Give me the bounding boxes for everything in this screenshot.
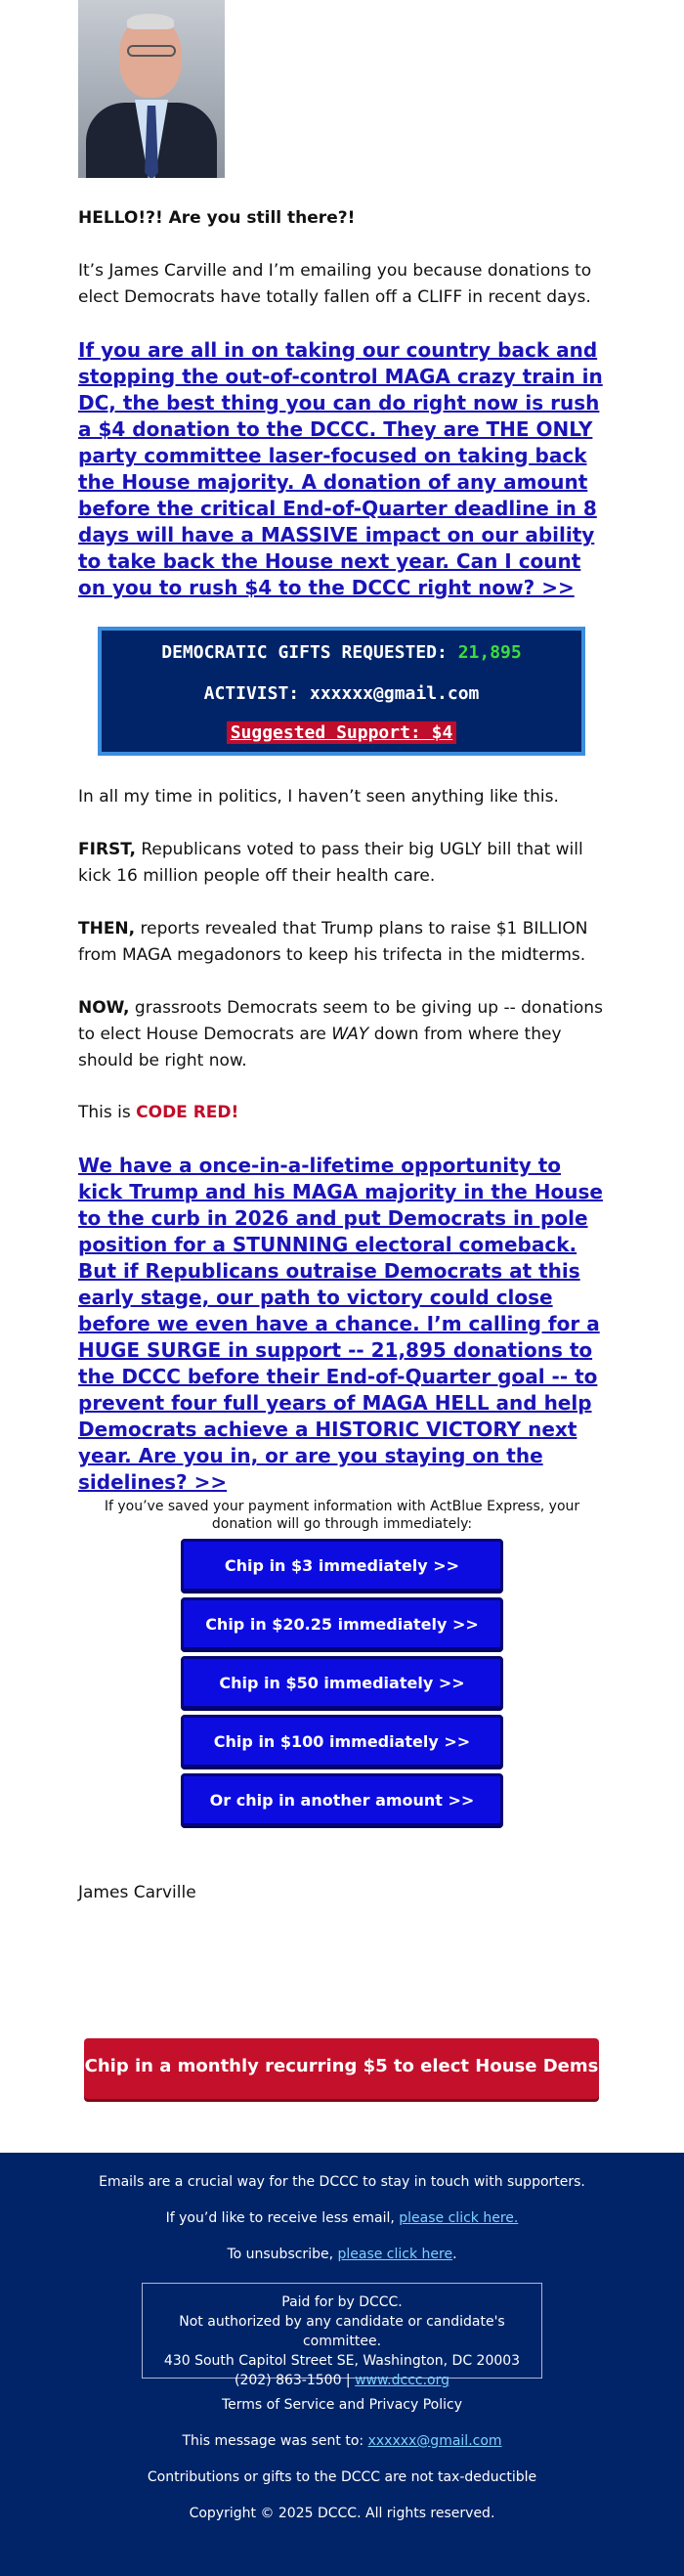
then-paragraph (78, 916, 606, 969)
now-emphasis: WAY (331, 1025, 369, 1044)
suggested-support-line (102, 722, 581, 743)
less-email-link[interactable]: please click here. (399, 2210, 519, 2226)
less-email-prefix: If you’d like to receive less email, (165, 2210, 395, 2226)
chip-in-20-25-button[interactable]: Chip in $20.25 immediately >> (181, 1597, 503, 1650)
activist-label: ACTIVIST: (203, 683, 300, 704)
suggested-support-link[interactable]: Suggested Support: $4 (227, 721, 457, 744)
not-authorized: Not authorized by any candidate or candidate's committee. (179, 2314, 505, 2349)
first-lead: FIRST, (78, 840, 136, 859)
gifts-requested-box (98, 627, 585, 756)
now-text-b: down from where they should be right now. (78, 1025, 562, 1070)
chip-in-other-button[interactable]: Or chip in another amount >> (181, 1773, 503, 1826)
site-link[interactable]: www.dccc.org (355, 2373, 450, 2388)
photo-hair (127, 14, 174, 29)
footer-unsubscribe: To unsubscribe, please click here. (227, 2247, 457, 2262)
terms-privacy[interactable]: Terms of Service and Privacy Policy (221, 2397, 462, 2413)
chip-in-50-button[interactable]: Chip in $50 immediately >> (181, 1656, 503, 1709)
sent-to-email[interactable]: xxxxxx@gmail.com (367, 2433, 502, 2449)
unsub-prefix: To unsubscribe, (227, 2247, 334, 2262)
photo-glasses (127, 45, 176, 57)
now-text-a: grassroots Democrats seem to be giving up -- donations to elect House Democrats are (78, 998, 603, 1044)
monthly-recurring-button[interactable]: Chip in a monthly recurring $5 to elect House Dems >> (84, 2038, 599, 2099)
now-lead: NOW, (78, 998, 130, 1018)
then-text: reports revealed that Trump plans to raise $1 BILLION from MAGA megadonors to keep his trifecta in the midterms. (78, 919, 588, 965)
code-prefix: This is (78, 1103, 131, 1122)
james-carville-photo (78, 0, 225, 178)
donate-link-primary[interactable]: If you are all in on taking our country back and stopping the out-of-control MAGA crazy train in DC, the best thing you can do right now is rush a $4 donation to the DCCC. They are THE ONLY party committee laser-focused on taking back the House majority. A donation of any amount before the critical End-of-Quarter deadline in 8 days will have a MASSIVE impact on our ability to take back the House next year. Can I count on you to rush $4 to the DCCC right now? >> (78, 338, 603, 599)
footer (0, 2153, 684, 2576)
contact-line: (202) 863-1500 | www.dccc.org (234, 2373, 450, 2388)
signature: James Carville (78, 1883, 196, 1902)
footer-line-1: Emails are a crucial way for the DCCC to stay in touch with supporters. (99, 2174, 585, 2190)
tax-notice: Contributions or gifts to the DCCC are not tax-deductible (147, 2469, 537, 2485)
gifts-count: 21,895 (457, 642, 522, 663)
code-red-text: CODE RED! (136, 1103, 239, 1122)
gifts-label: DEMOCRATIC GIFTS REQUESTED: (161, 642, 448, 663)
phone: (202) 863-1500 (234, 2373, 342, 2388)
sent-to-line (0, 2433, 684, 2449)
greeting: HELLO!?! Are you still there?! (78, 208, 356, 228)
politics-paragraph: In all my time in politics, I haven’t seen anything like this. (78, 787, 559, 807)
photo-face (119, 18, 182, 98)
paid-by: Paid for by DCCC. (281, 2294, 403, 2310)
code-red-paragraph (78, 1100, 606, 1126)
activist-line (102, 683, 581, 704)
sent-to-prefix: This message was sent to: (182, 2433, 364, 2449)
unsubscribe-link[interactable]: please click here (337, 2247, 453, 2262)
activist-email: xxxxxx@gmail.com (310, 683, 480, 704)
now-paragraph (78, 995, 606, 1074)
donate-link-secondary[interactable]: We have a once-in-a-lifetime opportunity to kick Trump and his MAGA majority in the House to the curb in 2026 and put Democrats in pole position for a STUNNING electoral comeback. But if Republicans outraise Democrats at this early stage, our path to victory could close before we even have a chance. I’m calling for a HUGE SURGE in support -- 21,895 donations to the DCCC before their End-of-Quarter goal -- to prevent four full years of MAGA HELL and help Democrats achieve a HISTORIC VICTORY next year. Are you in, or are you staying on the sidelines? >> (78, 1154, 603, 1494)
footer-less-email (0, 2210, 684, 2226)
gifts-requested-line (102, 642, 581, 663)
first-text: Republicans voted to pass their big UGLY bill that will kick 16 million people off their health care. (78, 840, 583, 886)
chip-in-100-button[interactable]: Chip in $100 immediately >> (181, 1715, 503, 1768)
first-paragraph (78, 837, 606, 890)
intro-paragraph: It’s James Carville and I’m emailing you because donations to elect Democrats have totally fallen off a CLIFF in recent days. (78, 261, 592, 307)
copyright: Copyright © 2025 DCCC. All rights reserved. (189, 2506, 495, 2521)
chip-in-3-button[interactable]: Chip in $3 immediately >> (181, 1539, 503, 1592)
address: 430 South Capitol Street SE, Washington, DC 20003 (163, 2353, 521, 2369)
then-lead: THEN, (78, 919, 136, 939)
paid-for-box (142, 2283, 542, 2388)
actblue-note: If you’ve saved your payment information with ActBlue Express, your donation will go through immediately: (104, 1499, 580, 1532)
